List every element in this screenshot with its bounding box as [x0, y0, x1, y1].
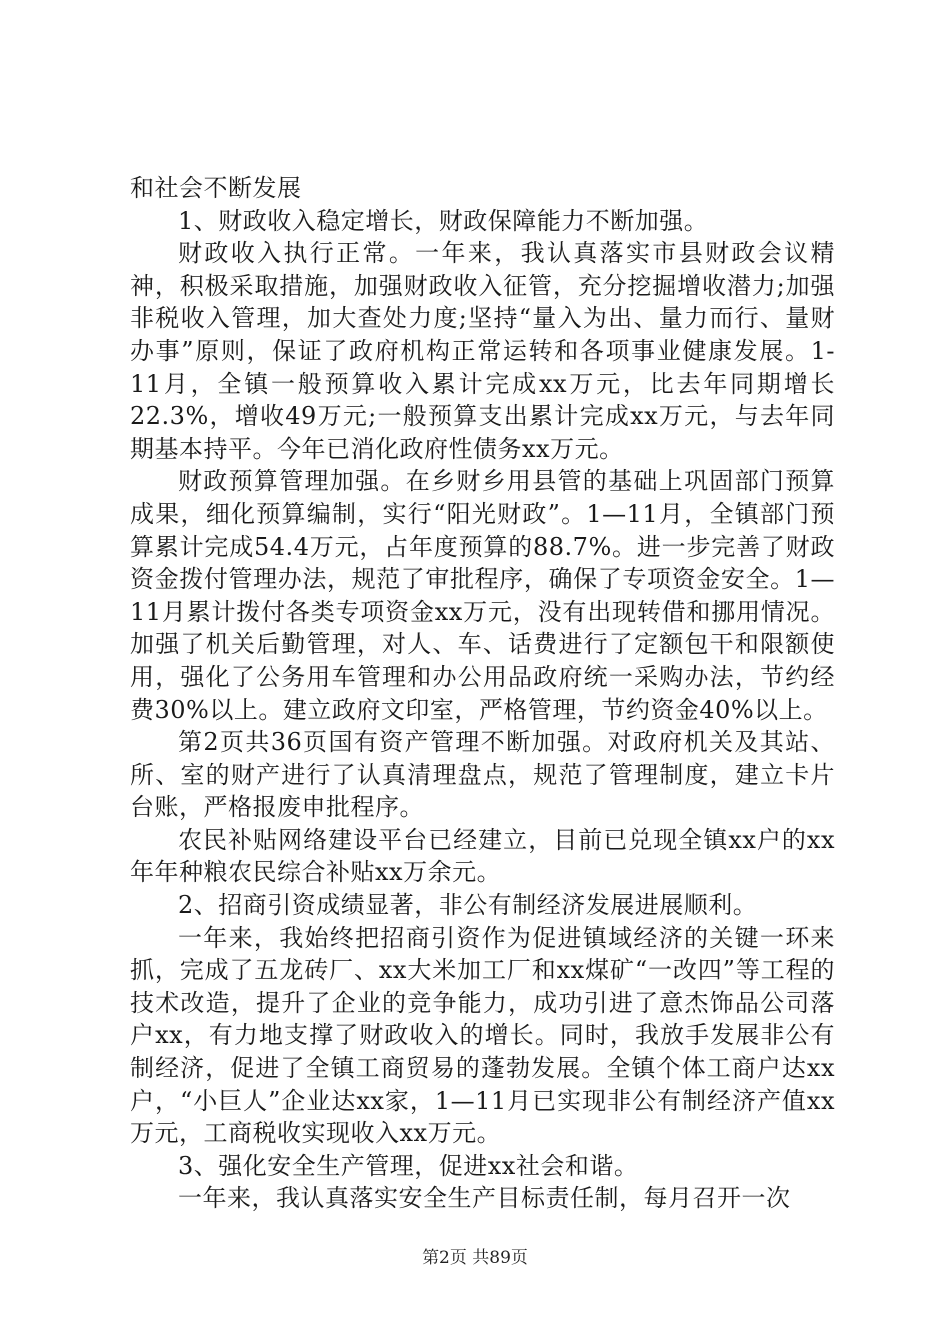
paragraph-3: 财政收入执行正常。一年来，我认真落实市县财政会议精神，积极采取措施，加强财政收入征管，充分挖掘增收潜力;加强非税收入管理，加大查处力度;坚持“量入为出、量力而行、量财办事”原则，保证了政府机构正常运转和各项事业健康发展。1-11月，全镇一般预算收入累计完成xx万元，比去年同期增长22.3%，增收49万元;一般预算支出累计完成xx万元，与去年同期基本持平。今年已消化政府性债务xx万元。	[130, 239, 835, 463]
paragraph-5: 第2页共36页国有资产管理不断加强。对政府机关及其站、所、室的财产进行了认真清理盘点，规范了管理制度，建立卡片台账，严格报废申批程序。	[130, 728, 835, 822]
paragraph-8: 一年来，我始终把招商引资作为促进镇域经济的关键一环来抓，完成了五龙砖厂、xx大米加工厂和xx煤矿“一改四”等工程的技术改造，提升了企业的竞争能力，成功引进了意杰饰品公司落户xx，有力地支撑了财政收入的增长。同时，我放手发展非公有制经济，促进了全镇工商贸易的蓬勃发展。全镇个体工商户达xx户，“小巨人”企业达xx家，1—11月已实现非公有制经济产值xx万元，工商税收实现收入xx万元。	[130, 923, 835, 1148]
paragraph-4: 财政预算管理加强。在乡财乡用县管的基础上巩固部门预算成果，细化预算编制，实行“阳光财政”。1—11月，全镇部门预算累计完成54.4万元，占年度预算的88.7%。进一步完善了财政资金拨付管理办法，规范了审批程序，确保了专项资金安全。1—11月累计拨付各类专项资金xx万元，没有出现转借和挪用情况。加强了机关后勤管理，对人、车、话费进行了定额包干和限额使用，强化了公务用车管理和办公用品政府统一采购办法，节约经费30%以上。建立政府文印室，严格管理，节约资金40%以上。	[130, 467, 835, 724]
paragraph-7: 2、招商引资成绩显著，非公有制经济发展进展顺利。	[178, 891, 758, 920]
paragraph-6: 农民补贴网络建设平台已经建立，目前已兑现全镇xx户的xx年年种粮农民综合补贴xx万余元。	[130, 825, 835, 887]
paragraph-2: 1、财政收入稳定增长，财政保障能力不断加强。	[178, 206, 709, 235]
page-footer: 第2页 共89页	[422, 1248, 528, 1268]
document-body	[130, 172, 835, 1215]
paragraph-1: 和社会不断发展	[130, 174, 302, 202]
paragraph-10: 一年来，我认真落实安全生产目标责任制，每月召开一次	[178, 1184, 791, 1213]
paragraph-9: 3、强化安全生产管理，促进xx社会和谐。	[178, 1151, 639, 1180]
